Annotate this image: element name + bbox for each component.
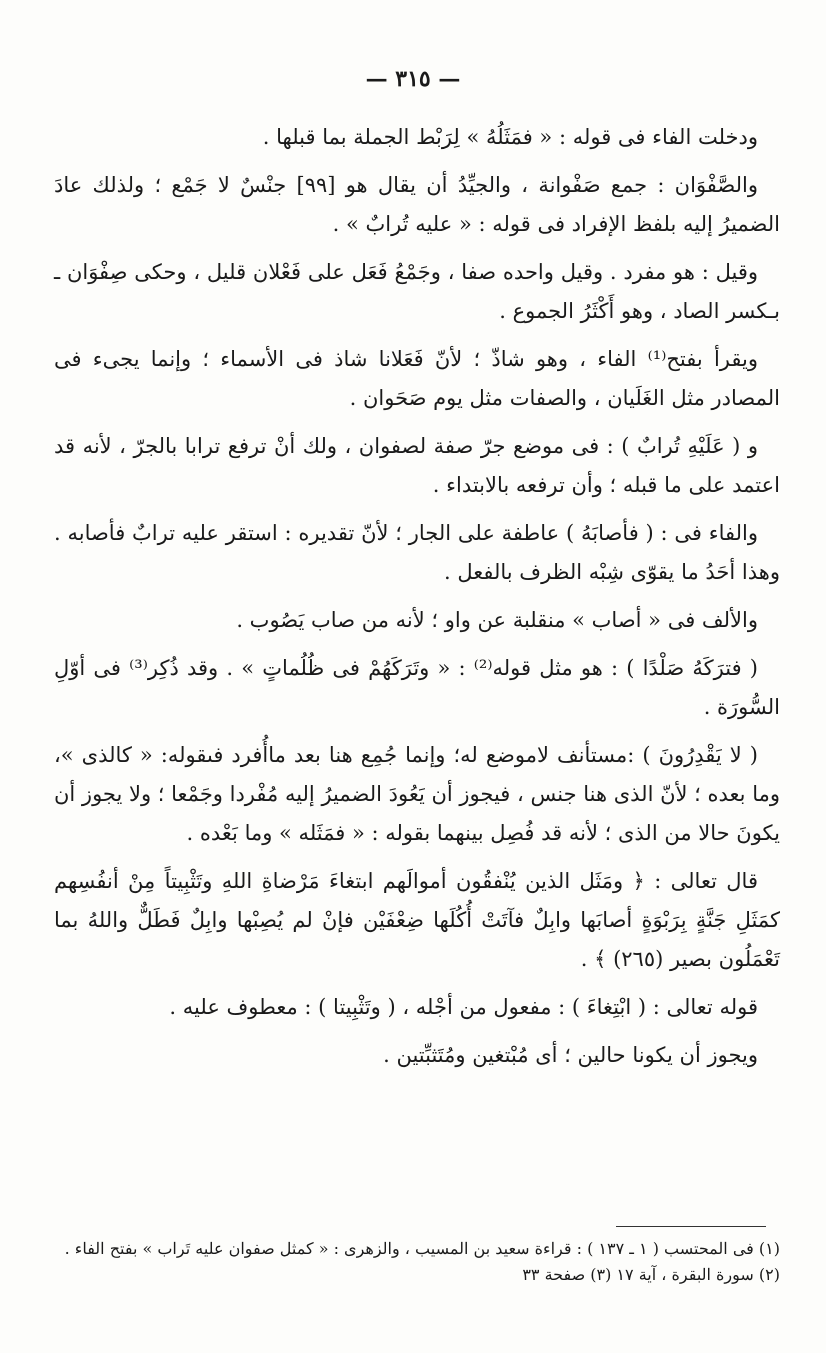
paragraph: ويقرأ بفتح⁽¹⁾ الفاء ، وهو شاذّ ؛ لأنّ فَعَلانا شاذ فى الأسماء ؛ وإنما يجىء فى المصادر مثل الغَلَيان ، والصفات مثل يوم صَحَوان . bbox=[54, 347, 780, 410]
main-text bbox=[54, 118, 780, 1084]
footnote-divider bbox=[616, 1226, 766, 1227]
quran-verse: قال تعالى : ﴿ ومَثَل الذين يُنْفقُون أموالَهم ابتغاءَ مَرْضاةِ اللهِ وتَثْبِيتاً مِنْ أنفُسِهم كمَثَلِ جَنَّةٍ بِرَبْوَةٍ أصابَها وابِلٌ فآتَتْ أُكُلَها ضِعْفَيْن فإنْ لم يُصِبْها وابِلٌ فَطَلٌّ واللهُ بما تَعْمَلُون بصير (٢٦٥) ﴾ . bbox=[54, 869, 780, 971]
paragraph: والفاء فى : ( فأصابَهُ ) عاطفة على الجار ؛ لأنّ تقديره : استقر عليه ترابٌ فأصابه . وهذا أحَدُ ما يقوّى شِبْه الظرف بالفعل . bbox=[54, 521, 780, 584]
paragraph: وقيل : هو مفرد . وقيل واحده صفا ، وجَمْعُ فَعَل على فَعْلان قليل ، وحكى صِفْوَان ـ بـكسر الصاد ، وهو أَكْثَرُ الجموع . bbox=[54, 260, 780, 323]
page-number: — ٣١٥ — bbox=[365, 66, 461, 92]
footnote: (٢) سورة البقرة ، آية ١٧ (٣) صفحة ٣٣ bbox=[522, 1265, 780, 1284]
paragraph: و ( عَلَيْهِ تُرابٌ ) : فى موضع جرّ صفة لصفوان ، ولك أنْ ترفع ترابا بالجرّ ، لأنه قد اعتمد على ما قبله ؛ وأن ترفعه بالابتداء . bbox=[54, 434, 780, 497]
paragraph: قوله تعالى : ( ابْتِغاءَ ) : مفعول من أجْله ، ( وتَثْبِيتا ) : معطوف عليه . bbox=[169, 995, 758, 1019]
paragraph: ويجوز أن يكونا حالين ؛ أى مُبْتغين ومُتَثبِّتين . bbox=[383, 1043, 758, 1067]
paragraph: والألف فى « أصاب » منقلبة عن واو ؛ لأنه من صاب يَصُوب . bbox=[236, 608, 758, 632]
paragraph: ودخلت الفاء فى قوله : « فمَثَلُهُ » لِرَبْط الجملة بما قبلها . bbox=[262, 125, 758, 149]
paragraph: ( فترَكَهُ صَلْدًا ) : هو مثل قوله⁽²⁾ : « وتَرَكَهُمْ فى ظُلُماتٍ » . وقد ذُكِر⁽³⁾ فى أوّلِ السُّورَة . bbox=[54, 656, 780, 719]
footnotes bbox=[54, 1236, 780, 1288]
footnote: (١) فى المحتسب ( ١ ـ ١٣٧ ) : قراءة سعيد بن المسيب ، والزهرى : « كمثل صفوان عليه تَراب » بفتح الفاء . bbox=[64, 1239, 780, 1258]
paragraph: والصَّفْوَان : جمع صَفْوانة ، والجيِّدُ أن يقال هو [٩٩] جنْسٌ لا جَمْع ؛ ولذلك عادَ الضميرُ إليه بلفظ الإفراد فى قوله : « عليه تُرابٌ » . bbox=[54, 173, 780, 236]
paragraph: ( لا يَقْدِرُونَ ) :مستأنف لاموضع له؛ وإنما جُمِع هنا بعد ماأُفرد فىقوله: « كالذى »، وما بعده ؛ لأنّ الذى هنا جنس ، فيجوز أن يَعُودَ الضميرُ إليه مُفْردا وجَمْعا ؛ ولا يجوز أن يكونَ حالا من الذى ؛ لأنه قد فُصِل بينهما بقوله : « فمَثَله » وما بَعْده . bbox=[54, 743, 780, 845]
